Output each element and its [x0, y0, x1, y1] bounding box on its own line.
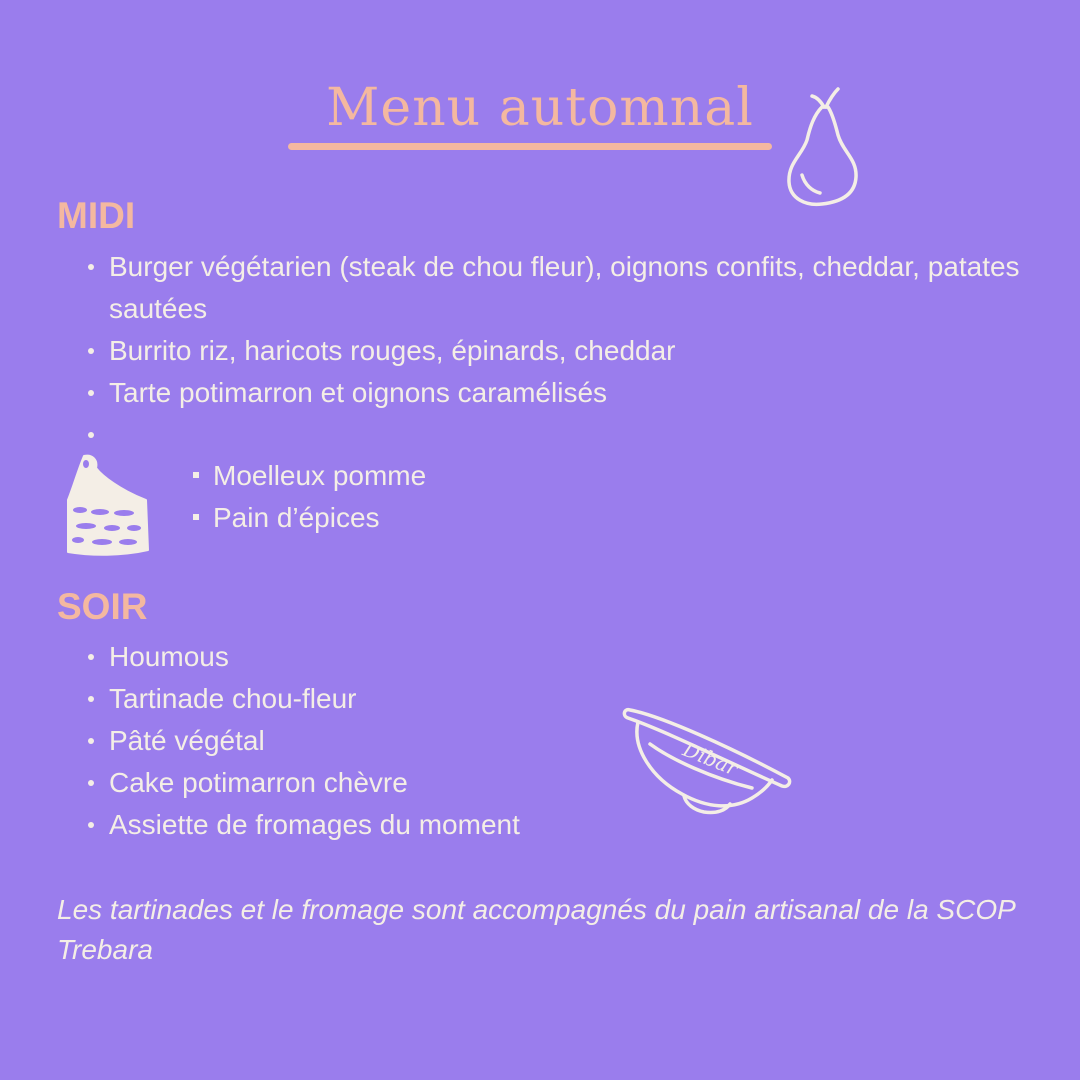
list-item: Tarte potimarron et oignons caramélisés	[84, 372, 1024, 414]
dessert-list	[187, 455, 426, 539]
bowl-icon	[622, 698, 797, 823]
list-item: Houmous	[84, 636, 1024, 678]
bowl-label: Dibar	[679, 736, 742, 781]
list-item: Burger végétarien (steak de chou fleur), oignons confits, cheddar, patates sautées	[84, 246, 1024, 330]
page-title: Menu automnal	[326, 78, 754, 138]
list-item: Pain d’épices	[187, 497, 426, 539]
list-item: Pâté végétal	[84, 720, 1024, 762]
soir-list	[84, 636, 1024, 846]
midi-heading: MIDI	[57, 195, 136, 236]
title-underline	[288, 143, 772, 150]
list-item: Burrito riz, haricots rouges, épinards, cheddar	[84, 330, 1024, 372]
midi-list	[84, 246, 1024, 414]
pear-icon	[780, 85, 865, 210]
footnote: Les tartinades et le fromage sont accompagnés du pain artisanal de la SCOP Trebara	[57, 894, 1015, 965]
soir-heading: SOIR	[57, 586, 148, 627]
list-item: Assiette de fromages du moment	[84, 804, 1024, 846]
list-item: Cake potimarron chèvre	[84, 762, 1024, 804]
cake-slice-icon	[62, 450, 154, 560]
list-item: Tartinade chou-fleur	[84, 678, 1024, 720]
list-item: Moelleux pomme	[187, 455, 426, 497]
